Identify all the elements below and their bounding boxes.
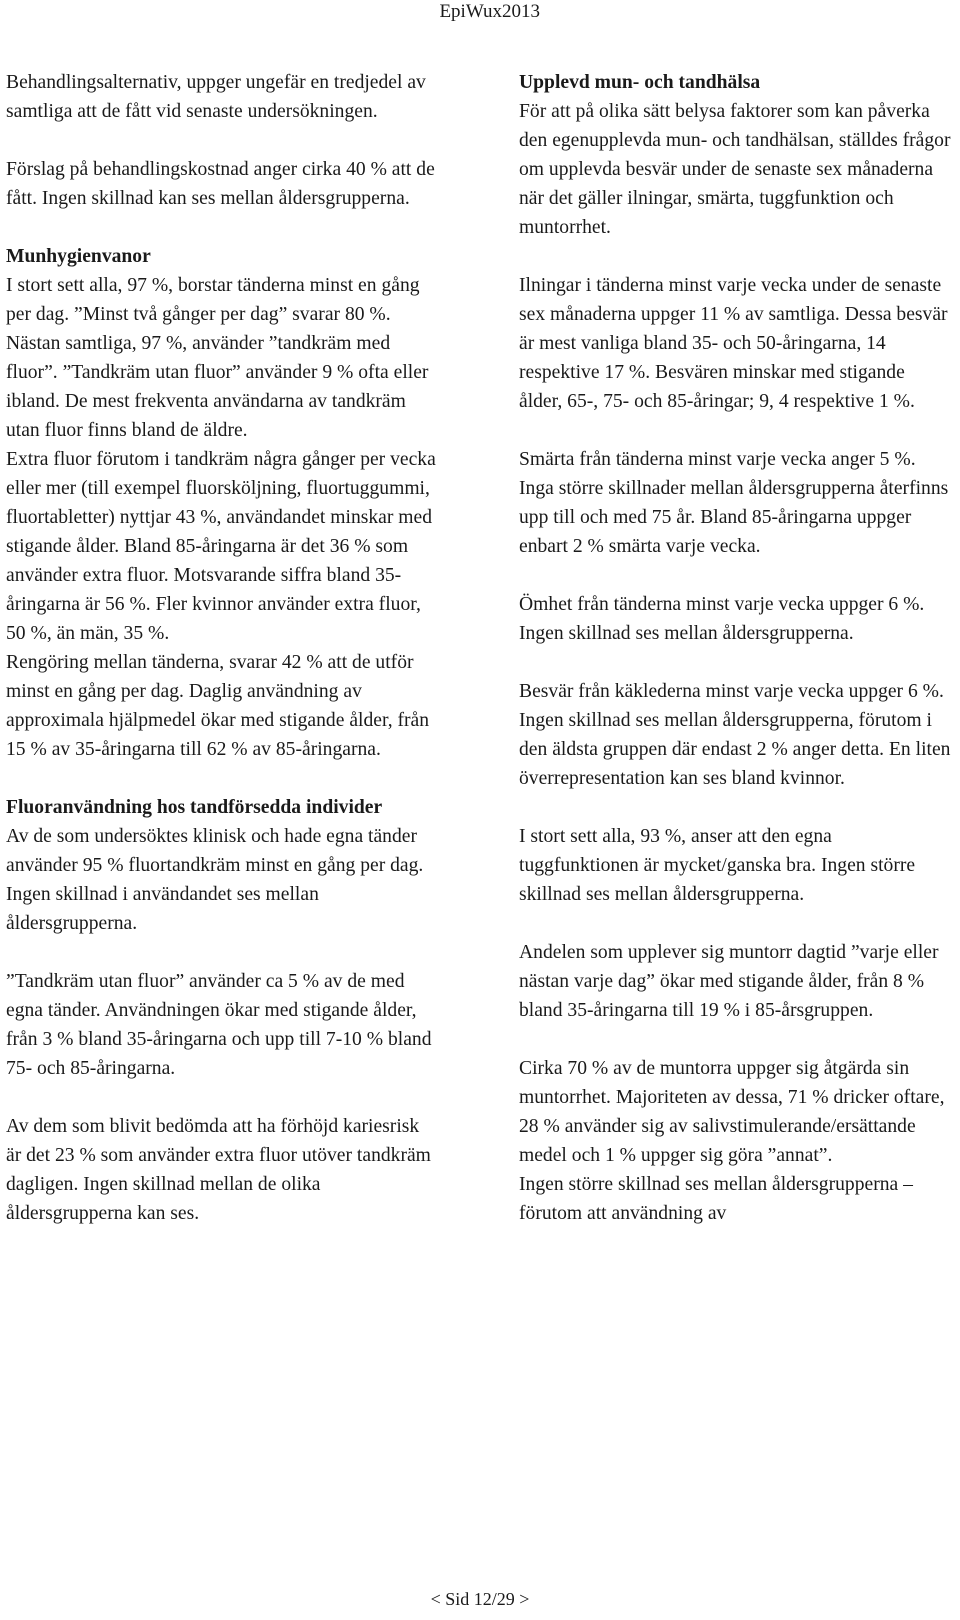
heading-fluoranvandning: Fluoranvändning hos tandförsedda individer — [6, 797, 383, 818]
paragraph-kariesrisk: Av dem som blivit bedömda att ha förhöjd kariesrisk är det 23 % som använder extra fluor utöver tandkräm dagligen. Ingen skillnad mellan de olika åldersgrupperna kan ses. — [6, 1116, 431, 1224]
paragraph-tuggfunktion: I stort sett alla, 93 %, anser att den egna tuggfunktionen är mycket/ganska bra. Ingen större skillnad ses mellan åldersgrupperna. — [519, 826, 916, 905]
heading-upplevd-munhalsa: Upplevd mun- och tandhälsa — [519, 72, 761, 93]
paragraph-extra-fluor: Extra fluor förutom i tandkräm några gånger per vecka eller mer (till exempel fluorsköljning, fluortuggummi, fluortabletter) nyttjar 43 %, användandet minskar med stigande ålder. Bland 85-åringarna är det 36 % som använder extra fluor. Motsvarande siffra bland 35-åringarna är 56 %. Fler kvinnor använder extra fluor, 50 %, än män, 35 %. — [6, 449, 436, 644]
paragraph-ingen-skillnad: Ingen större skillnad ses mellan åldersgrupperna – förutom att användning av — [519, 1174, 913, 1224]
paragraph-borstar: I stort sett alla, 97 %, borstar tänderna minst en gång per dag. ”Minst två gånger per dag” svarar 80 %. Nästan samtliga, 97 %, använder ”tandkräm med fluor”. ”Tandkräm utan fluor” använder 9 % ofta eller ibland. De mest frekventa användarna av tandkräm utan fluor finns bland de äldre. — [6, 275, 429, 441]
page-number: < Sid 12/29 > — [430, 1589, 530, 1609]
paragraph-omhet: Ömhet från tänderna minst varje vecka uppger 6 %. Ingen skillnad ses mellan åldersgrupperna. — [519, 594, 925, 644]
paragraph-behandlingsalternativ: Behandlingsalternativ, uppger ungefär en tredjedel av samtliga att de fått vid senaste undersökningen. — [6, 72, 426, 122]
paragraph-tandkram-utan-fluor: ”Tandkräm utan fluor” använder ca 5 % av de med egna tänder. Användningen ökar med stigande ålder, från 3 % bland 35-åringarna och upp till 7-10 % bland 75- och 85-åringarna. — [6, 971, 432, 1079]
paragraph-rengoring: Rengöring mellan tänderna, svarar 42 % att de utför minst en gång per dag. Daglig användning av approximala hjälpmedel ökar med stigande ålder, från 15 % av 35-åringarna till 62 % av 85-åringarna. — [6, 652, 430, 760]
paragraph-smarta: Smärta från tänderna minst varje vecka anger 5 %. Inga större skillnader mellan åldersgrupperna återfinns upp till och med 75 år. Bland 85-åringarna uppger enbart 2 % smärta varje vecka. — [519, 449, 949, 557]
paragraph-kaklederna: Besvär från käklederna minst varje vecka uppger 6 %. Ingen skillnad ses mellan åldersgrupperna, förutom i den äldsta gruppen där endast 2 % anger detta. En liten överrepresentation kan ses bland kvinnor. — [519, 681, 951, 789]
paragraph-atgarda-muntorrhet: Cirka 70 % av de muntorra uppger sig åtgärda sin muntorrhet. Majoriteten av dessa, 71 % dricker oftare, 28 % använder sig av salivstimulerande/ersättande medel och 1 % uppger sig göra ”annat”. — [519, 1058, 945, 1166]
paragraph-behandlingskostnad: Förslag på behandlingskostnad anger cirka 40 % att de fått. Ingen skillnad kan ses mellan åldersgrupperna. — [6, 159, 435, 209]
right-column — [519, 68, 951, 1228]
paragraph-fluortandkram: Av de som undersöktes klinisk och hade egna tänder använder 95 % fluortandkräm minst en gång per dag. Ingen skillnad i användandet ses mellan åldersgrupperna. — [6, 826, 424, 934]
document-title: EpiWux2013 — [439, 1, 540, 22]
page-header — [0, 0, 960, 26]
paragraph-muntorr: Andelen som upplever sig muntorr dagtid ”varje eller nästan varje dag” ökar med stigande ålder, från 8 % bland 35-åringarna till 19 % i 85-årsgruppen. — [519, 942, 939, 1021]
paragraph-intro-besvar: För att på olika sätt belysa faktorer som kan påverka den egenupplevda mun- och tandhälsan, ställdes frågor om upplevda besvär under de senaste sex månaderna när det gäller ilningar, smärta, tuggfunktion och muntorrhet. — [519, 101, 951, 238]
left-column — [6, 68, 438, 1228]
heading-munhygienvanor: Munhygienvanor — [6, 246, 151, 267]
paragraph-ilningar: Ilningar i tänderna minst varje vecka under de senaste sex månaderna uppger 11 % av samtliga. Dessa besvär är mest vanliga bland 35- och 50-åringarna, 14 respektive 17 %. Besvären minskar med stigande ålder, 65-, 75- och 85-åringar; 9, 4 respektive 1 %. — [519, 275, 948, 412]
